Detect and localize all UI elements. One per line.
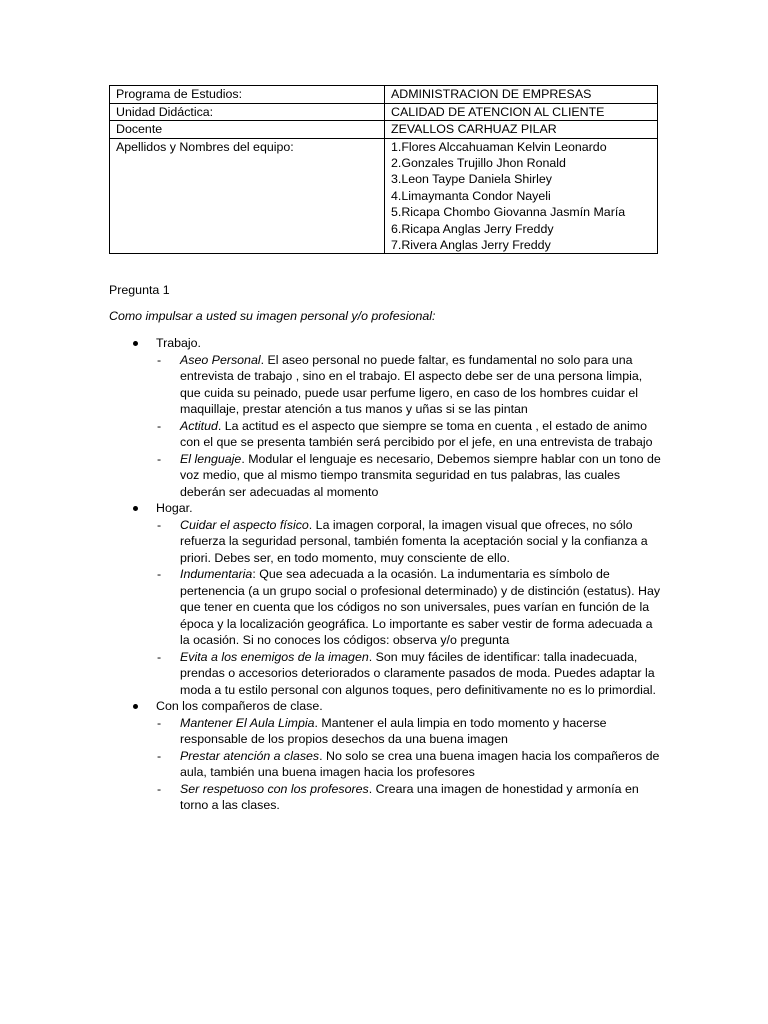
item-term: Aseo Personal — [180, 352, 261, 367]
team-member: 3.Leon Taype Daniela Shirley — [391, 172, 552, 187]
item-text: . Son muy fáciles de identificar: talla inadecuada, prendas o accesorios deteriorados o claramente pasados de moda. Puedes adaptar la moda a tu estilo personal con algunos toques, pero definitivamente no es lo primordial. — [180, 649, 656, 697]
question-title: Pregunta 1 — [109, 283, 170, 297]
question-subtitle: Como impulsar a usted su imagen personal y/o profesional: — [109, 309, 436, 323]
dash-icon: - — [157, 781, 162, 796]
table-value: CALIDAD DE ATENCION AL CLIENTE — [385, 103, 658, 121]
section-heading-text: Hogar. — [156, 501, 193, 515]
list-item — [109, 451, 661, 501]
dash-icon: - — [157, 451, 162, 466]
item-text: . La actitud es el aspecto que siempre se toma en cuenta , el estado de animo con el que se presenta también será percibido por el jefe, en una entrevista de trabajo — [180, 418, 653, 449]
dash-icon: - — [157, 748, 162, 763]
team-member: 1.Flores Alccahuaman Kelvin Leonardo — [391, 139, 607, 154]
bullet-icon — [133, 341, 138, 346]
item-text: . Modular el lenguaje es necesario, Debemos siempre hablar con un tono de voz medio, que al mismo tiempo transmita seguridad en tus palabras, las cuales deberán ser adecuadas al momento — [180, 451, 661, 499]
item-text: . La imagen corporal, la imagen visual que ofreces, no sólo refuerza la seguridad personal, también fomenta la aceptación social y la confianza a priori. Debes ser, en todo momento, muy consciente de ello. — [180, 517, 648, 565]
item-text: . No solo se crea una buena imagen hacia los compañeros de aula, también una buena imagen hacia los profesores — [180, 748, 660, 779]
team-members — [385, 138, 658, 254]
dash-icon: - — [157, 715, 162, 730]
table-value: ADMINISTRACION DE EMPRESAS — [385, 86, 658, 104]
section-heading-text: Con los compañeros de clase. — [156, 699, 323, 713]
list-item — [109, 781, 661, 814]
bullet-icon — [133, 704, 138, 709]
item-text: . Mantener el aula limpia en todo momento y hacerse responsable de los propios desechos da una buena imagen — [180, 715, 607, 746]
table-label: Programa de Estudios: — [110, 86, 385, 104]
item-term: Cuidar el aspecto físico — [180, 517, 309, 532]
item-term: Ser respetuoso con los profesores — [180, 781, 369, 796]
list-item — [109, 649, 661, 699]
table-label: Docente — [110, 121, 385, 139]
list-item — [109, 418, 661, 451]
table-label: Unidad Didáctica: — [110, 103, 385, 121]
team-member: 4.Limaymanta Condor Nayeli — [391, 188, 551, 203]
dash-icon: - — [157, 517, 162, 532]
table-row — [110, 86, 658, 104]
table-value: ZEVALLOS CARHUAZ PILAR — [385, 121, 658, 139]
bullet-icon — [133, 506, 138, 511]
dash-icon: - — [157, 418, 162, 433]
table-row — [110, 121, 658, 139]
item-term: Actitud — [180, 418, 218, 433]
item-text: : Que sea adecuada a la ocasión. La indumentaria es símbolo de pertenencia (a un grupo social o profesional determinado) y de distinción (estatus). Hay que tener en cuenta que los códigos no son universales, pues varían en función de la época y la localización geográfica. Lo importante es saber vestir de forma adecuada a la ocasión. Si no conoces los códigos: observa y/o pregunta — [180, 567, 661, 647]
item-term: Mantener El Aula Limpia — [180, 715, 315, 730]
list-item — [109, 566, 661, 649]
team-label: Apellidos y Nombres del equipo: — [110, 138, 385, 254]
info-table — [109, 85, 658, 254]
list-item — [109, 748, 661, 781]
team-member: 5.Ricapa Chombo Giovanna Jasmín María — [391, 205, 626, 220]
answer-content — [109, 335, 661, 814]
team-member: 7.Rivera Anglas Jerry Freddy — [391, 237, 551, 252]
item-term: Prestar atención a clases — [180, 748, 320, 763]
section-heading — [109, 698, 661, 715]
item-term: Indumentaria — [180, 567, 253, 581]
dash-icon: - — [157, 567, 162, 581]
team-member: 2.Gonzales Trujillo Jhon Ronald — [391, 155, 566, 170]
list-item — [109, 715, 661, 748]
dash-icon: - — [157, 649, 162, 664]
team-member: 6.Ricapa Anglas Jerry Freddy — [391, 221, 554, 236]
table-row — [110, 138, 658, 254]
item-text: . El aseo personal no puede faltar, es fundamental no solo para una entrevista de trabajo , sino en el trabajo. El aspecto debe ser de una persona limpia, que cuida su peinado, puede usar perfume ligero, en caso de los hombres cuidar el maquillaje, prestar atención a tus manos y uñas si se las pintan — [180, 352, 643, 416]
list-item — [109, 517, 661, 567]
list-item — [109, 352, 661, 418]
section-heading — [109, 500, 661, 517]
item-text: . Creara una imagen de honestidad y armonía en torno a las clases. — [180, 781, 639, 812]
item-term: El lenguaje — [180, 451, 242, 466]
section-heading-text: Trabajo. — [156, 336, 201, 350]
item-term: Evita a los enemigos de la imagen — [180, 649, 369, 664]
table-row — [110, 103, 658, 121]
dash-icon: - — [157, 352, 162, 367]
section-heading — [109, 335, 661, 352]
